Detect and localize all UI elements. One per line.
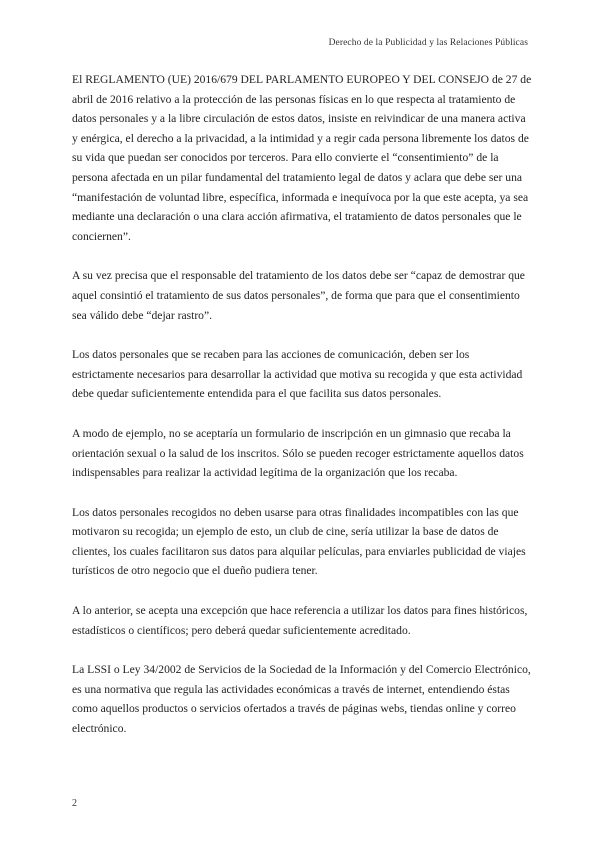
- page-number: 2: [72, 798, 77, 809]
- paragraph-consent-proof: A su vez precisa que el responsable del tratamiento de los datos debe ser “capaz de demostrar que aquel consintió el tratamiento de sus datos personales”, de forma que para que el consentimiento sea válido debe “dejar rastro”.: [72, 269, 525, 322]
- header-divider: [72, 54, 528, 55]
- running-header: Derecho de la Publicidad y las Relaciones Públicas: [328, 38, 528, 48]
- paragraph-gdpr: El REGLAMENTO (UE) 2016/679 DEL PARLAMENTO EUROPEO Y DEL CONSEJO de 27 de abril de 2016 relativo a la protección de las personas físicas en lo que respecta al tratamiento de datos personales y a la libre circulación de estos datos, insiste en reivindicar de una manera activa y enérgica, el derecho a la privacidad, a la intimidad y a regir cada persona libremente los datos de su vida que puedan ser conocidos por terceros. Para ello convierte el “consentimiento” de la persona afectada en un pilar fundamental del tratamiento legal de datos y aclara que debe ser una “manifestación de voluntad libre, específica, informada e inequívoca por la que este acepta, ya sea mediante una declaración o una clara acción afirmativa, el tratamiento de datos personales que le conciernen”.: [72, 73, 532, 243]
- paragraph-data-minimization: Los datos personales que se recaben para las acciones de comunicación, deben ser los estrictamente necesarios para desarrollar la actividad que motiva su recogida y que esta actividad debe quedar suficientemente entendida para el que facilita sus datos personales.: [72, 348, 523, 401]
- page-body: [72, 70, 532, 759]
- paragraph-lssi: La LSSI o Ley 34/2002 de Servicios de la Sociedad de la Información y del Comercio Electrónico, es una normativa que regula las actividades económicas a través de internet, entendiendo éstas como aquellos productos o servicios ofertados a través de páginas webs, tiendas online y correo electrónico.: [72, 663, 531, 736]
- paragraph-exception: A lo anterior, se acepta una excepción que hace referencia a utilizar los datos para fines históricos, estadísticos o científicos; pero deberá quedar suficientemente acreditado.: [72, 604, 528, 637]
- paragraph-purpose-limitation: Los datos personales recogidos no deben usarse para otras finalidades incompatibles con las que motivaron su recogida; un ejemplo de esto, un club de cine, sería utilizar la base de datos de clientes, los cuales facilitaron sus datos para alquilar películas, para enviarles publicidad de viajes turísticos de otro negocio que el dueño pudiera tener.: [72, 505, 526, 578]
- paragraph-gym-example: A modo de ejemplo, no se aceptaría un formulario de inscripción en un gimnasio que recaba la orientación sexual o la salud de los inscritos. Sólo se pueden recoger estrictamente aquellos datos indispensables para realizar la actividad legítima de la organización que los recaba.: [72, 426, 524, 480]
